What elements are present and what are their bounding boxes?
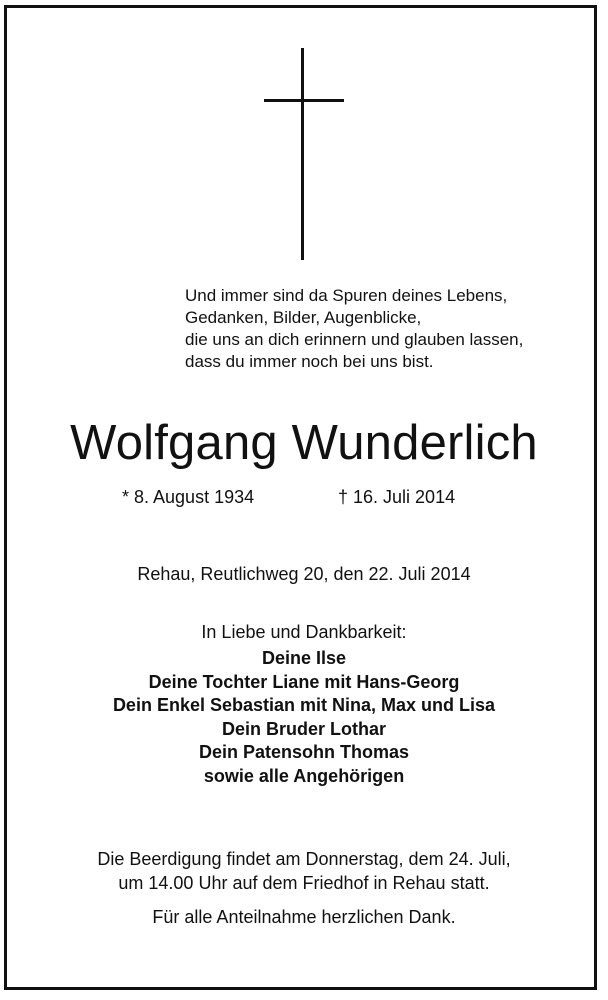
mourner-line: Dein Bruder Lothar xyxy=(221,718,386,739)
poem-line: dass du immer noch bei uns bist. xyxy=(185,352,434,371)
funeral-line: Die Beerdigung findet am Donnerstag, dem 24. Juli, xyxy=(97,849,511,869)
poem-line: Gedanken, Bilder, Augenblicke, xyxy=(185,308,422,327)
cross-vertical-bar xyxy=(301,48,304,260)
gratitude-line: In Liebe und Dankbarkeit: xyxy=(201,622,407,642)
funeral-line: um 14.00 Uhr auf dem Friedhof in Rehau statt. xyxy=(118,873,490,893)
place-and-date: Rehau, Reutlichweg 20, den 22. Juli 2014 xyxy=(137,564,471,584)
mourner-line: Dein Patensohn Thomas xyxy=(198,742,410,762)
death-date: † 16. Juli 2014 xyxy=(338,487,456,507)
mourner-line: sowie alle Angehörigen xyxy=(203,765,405,786)
mourner-line: Deine Ilse xyxy=(261,648,347,668)
deceased-name: Wolfgang Wunderlich xyxy=(70,416,538,470)
poem-line: Und immer sind da Spuren deines Lebens, xyxy=(185,286,508,305)
mourners-list xyxy=(0,647,608,788)
funeral-info xyxy=(0,847,608,895)
mourner-line: Dein Enkel Sebastian mit Nina, Max und Lisa xyxy=(112,695,496,715)
thanks-line: Für alle Anteilnahme herzlichen Dank. xyxy=(152,907,456,927)
poem-line: die uns an dich erinnern und glauben lassen, xyxy=(185,330,524,349)
birth-date: * 8. August 1934 xyxy=(122,487,255,507)
mourner-line: Deine Tochter Liane mit Hans-Georg xyxy=(148,671,460,692)
memorial-poem xyxy=(185,285,585,373)
cross-horizontal-bar xyxy=(264,99,344,102)
